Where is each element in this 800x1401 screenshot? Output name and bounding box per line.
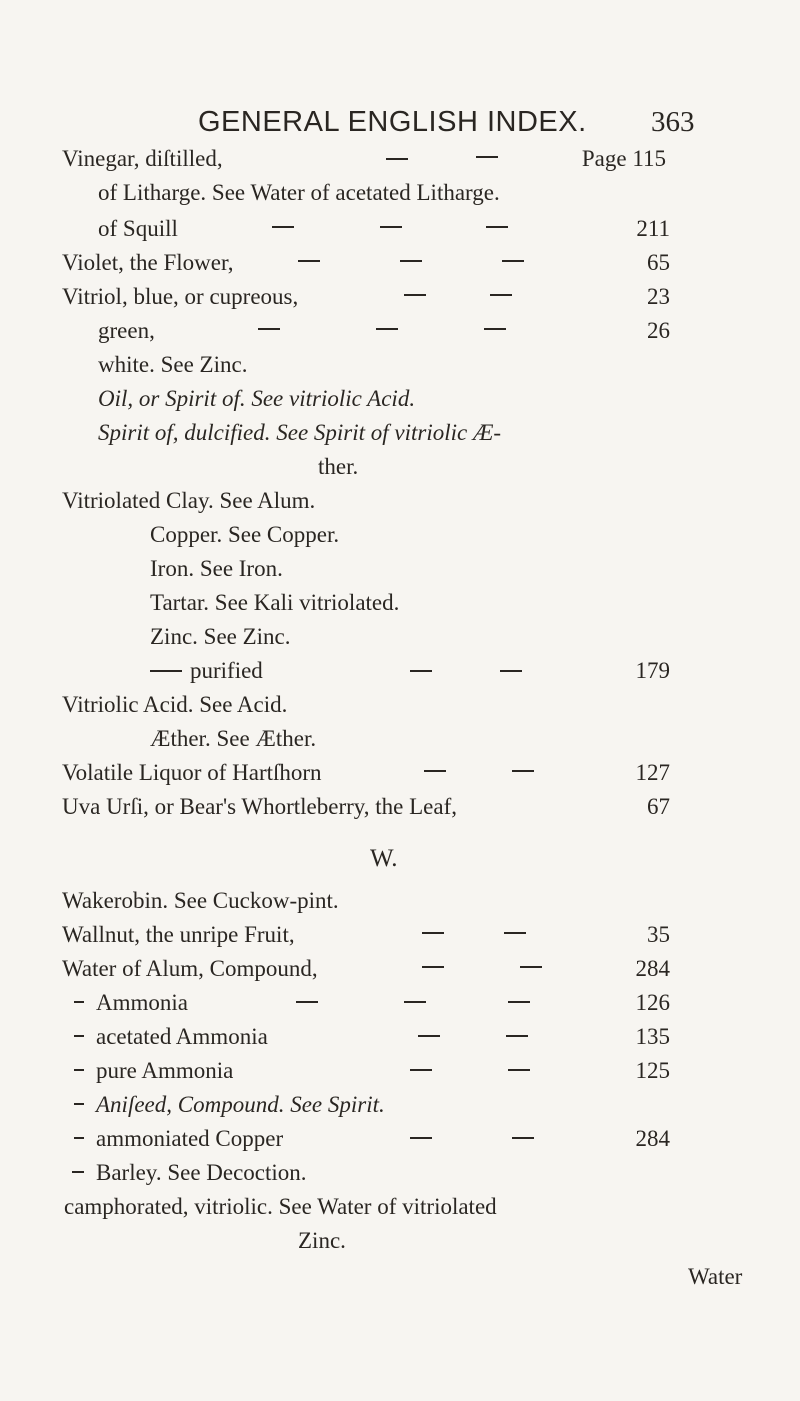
ditto-dash bbox=[74, 1035, 84, 1037]
index-subentry bbox=[150, 622, 291, 652]
index-entry bbox=[62, 954, 318, 984]
leader-dash bbox=[376, 328, 398, 330]
leader-dash bbox=[508, 1069, 530, 1071]
entry-text: green, bbox=[98, 318, 155, 343]
index-subentry bbox=[150, 724, 316, 754]
entry-text: Æther. See Æther. bbox=[150, 726, 317, 751]
entry-text: Tartar. See Kali vitriolated. bbox=[150, 590, 400, 615]
entry-text: Water of Alum, Compound, bbox=[62, 956, 318, 981]
entry-page-number: 35 bbox=[647, 922, 670, 947]
page-number: 363 bbox=[651, 106, 695, 138]
entry-text: Uva Urſi, or Bear's Whortleberry, the Leaf, bbox=[62, 794, 457, 819]
index-entry bbox=[62, 248, 233, 278]
entry-page-number: 211 bbox=[636, 216, 670, 241]
entry-text: Spirit of, dulcified. See Spirit of vitriolic Æ- bbox=[98, 420, 502, 445]
entry-page-number: 23 bbox=[647, 284, 670, 309]
ditto-dash bbox=[74, 1069, 84, 1071]
index-continuation bbox=[318, 452, 358, 482]
entry-text: Violet, the Flower, bbox=[62, 250, 234, 275]
entry-text: Barley. See Decoction. bbox=[96, 1160, 307, 1185]
leader-dash bbox=[520, 966, 542, 968]
entry-text: ammoniated Copper bbox=[96, 1126, 284, 1151]
leader-dash bbox=[410, 1069, 432, 1071]
entry-page-number: 127 bbox=[635, 760, 670, 785]
running-head: GENERAL ENGLISH INDEX. bbox=[198, 106, 587, 138]
entry-page-number: 126 bbox=[635, 990, 670, 1015]
index-subentry bbox=[150, 520, 339, 550]
index-subentry bbox=[98, 214, 178, 244]
leader-dash bbox=[512, 770, 534, 772]
entry-text: Ammonia bbox=[96, 990, 188, 1015]
leader-dash bbox=[298, 260, 320, 262]
index-entry bbox=[62, 282, 298, 312]
entry-text: Aniſeed, Compound. See Spirit. bbox=[96, 1092, 385, 1117]
entry-text: Oil, or Spirit of. See vitriolic Acid. bbox=[98, 386, 416, 411]
index-entry bbox=[62, 792, 457, 822]
index-subentry bbox=[98, 384, 415, 414]
entry-text: of Litharge. See Water of acetated Litharge. bbox=[98, 180, 500, 205]
leader-dash bbox=[476, 156, 498, 158]
section-letter: W. bbox=[370, 845, 398, 872]
index-subentry bbox=[96, 1090, 385, 1120]
index-subentry bbox=[96, 1158, 307, 1188]
leader-dash bbox=[296, 1001, 318, 1003]
leader-dash bbox=[404, 294, 426, 296]
entry-text: Wallnut, the unripe Fruit, bbox=[62, 922, 295, 947]
leader-dash bbox=[512, 1137, 534, 1139]
index-subentry bbox=[96, 1124, 283, 1154]
leader-dash bbox=[490, 294, 512, 296]
ditto-dash bbox=[74, 1103, 84, 1105]
entry-page-number: 125 bbox=[635, 1058, 670, 1083]
leader-dash bbox=[502, 260, 524, 262]
ditto-dash bbox=[72, 1171, 84, 1173]
entry-text: of Squill bbox=[98, 216, 178, 241]
leader-dash bbox=[486, 226, 508, 228]
leader-dash bbox=[410, 1137, 432, 1139]
index-subentry bbox=[98, 350, 247, 380]
index-entry bbox=[62, 144, 223, 174]
entry-text: pure Ammonia bbox=[96, 1058, 234, 1083]
index-entry bbox=[62, 886, 339, 916]
entry-text: acetated Ammonia bbox=[96, 1024, 268, 1049]
page-header bbox=[0, 100, 800, 144]
leader-dash bbox=[422, 932, 444, 934]
leader-dash bbox=[504, 932, 526, 934]
leader-dash bbox=[418, 1035, 440, 1037]
leader-dash bbox=[500, 670, 522, 672]
entry-text: camphorated, vitriolic. See Water of vitriolated bbox=[64, 1194, 497, 1219]
leader-dash bbox=[386, 158, 408, 160]
entry-text: Vinegar, diſtilled, bbox=[62, 146, 223, 171]
index-entry bbox=[62, 486, 315, 516]
leader-dash bbox=[400, 260, 422, 262]
index-entry bbox=[62, 920, 295, 950]
index-subentry bbox=[96, 1056, 233, 1086]
entry-page-number: 284 bbox=[635, 1126, 670, 1151]
ditto-dash bbox=[74, 1001, 84, 1003]
entry-text: Wakerobin. See Cuckow-pint. bbox=[62, 888, 339, 913]
index-subentry bbox=[96, 988, 188, 1018]
leader-dash bbox=[508, 1001, 530, 1003]
index-subentry bbox=[190, 656, 263, 686]
entry-page-number: 284 bbox=[635, 956, 670, 981]
entry-text: Volatile Liquor of Hartſhorn bbox=[62, 760, 322, 785]
index-subentry bbox=[96, 1022, 268, 1052]
index-subentry bbox=[64, 1192, 497, 1222]
entry-text: white. See Zinc. bbox=[98, 352, 248, 377]
index-subentry bbox=[98, 178, 500, 208]
entry-text: Vitriol, blue, or cupreous, bbox=[62, 284, 299, 309]
leader-dash bbox=[422, 966, 444, 968]
entry-page-number: 65 bbox=[647, 250, 670, 275]
entry-text: Iron. See Iron. bbox=[150, 556, 283, 581]
entry-text: ther. bbox=[318, 454, 359, 479]
index-entry bbox=[62, 758, 322, 788]
leader-dash bbox=[272, 226, 294, 228]
leader-dash bbox=[404, 1001, 426, 1003]
leader-dash bbox=[484, 328, 506, 330]
index-subentry bbox=[98, 316, 155, 346]
entry-text: Vitriolic Acid. See Acid. bbox=[62, 692, 288, 717]
entry-page-number: 179 bbox=[635, 658, 670, 683]
entry-page-number: 67 bbox=[647, 794, 670, 819]
index-entry bbox=[62, 690, 287, 720]
catchword: Water bbox=[688, 1264, 743, 1289]
leader-dash bbox=[424, 770, 446, 772]
entry-page-number: 26 bbox=[647, 318, 670, 343]
leader-dash bbox=[380, 226, 402, 228]
leader-dash bbox=[258, 328, 280, 330]
ditto-dash bbox=[74, 1137, 84, 1139]
index-continuation bbox=[298, 1226, 346, 1256]
index-subentry bbox=[150, 588, 399, 618]
leader-dash bbox=[506, 1035, 528, 1037]
entry-text: Zinc. bbox=[298, 1228, 346, 1253]
index-subentry bbox=[98, 418, 501, 448]
ditto-dash bbox=[150, 670, 182, 672]
entry-text: Vitriolated Clay. See Alum. bbox=[62, 488, 316, 513]
entry-text: purified bbox=[190, 658, 263, 683]
entry-text: Zinc. See Zinc. bbox=[150, 624, 291, 649]
entry-page-number: Page 115 bbox=[581, 146, 666, 171]
index-subentry bbox=[150, 554, 283, 584]
leader-dash bbox=[410, 670, 432, 672]
entry-text: Copper. See Copper. bbox=[150, 522, 340, 547]
entry-page-number: 135 bbox=[635, 1024, 670, 1049]
